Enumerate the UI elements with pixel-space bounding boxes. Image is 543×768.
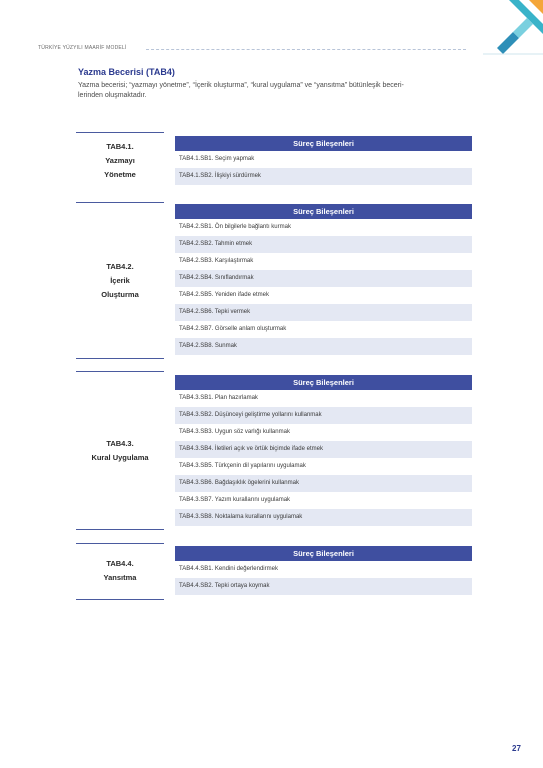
table-row: TAB4.2.SB7. Görselle anlam oluşturmak [175, 321, 472, 338]
table-row: TAB4.4.SB2. Tepki ortaya koymak [175, 578, 472, 595]
skill-label-box [76, 543, 164, 601]
skill-label-top-rule [76, 371, 164, 372]
table-row: TAB4.2.SB5. Yeniden ifade etmek [175, 287, 472, 304]
skill-block [76, 202, 476, 359]
skill-block [76, 371, 476, 531]
skill-label-bottom-rule [76, 529, 164, 530]
skill-label-box [76, 371, 164, 531]
skill-label-bottom-rule [76, 358, 164, 359]
table-row: TAB4.3.SB8. Noktalama kurallarını uygulamak [175, 509, 472, 526]
table-row: TAB4.2.SB1. Ön bilgilerle bağlantı kurmak [175, 219, 472, 236]
table-row: TAB4.2.SB2. Tahmin etmek [175, 236, 472, 253]
table-row: TAB4.3.SB2. Düşünceyi geliştirme yollarını kullanmak [175, 407, 472, 424]
skill-name: Yansıtma [103, 573, 137, 582]
table-header: Süreç Bileşenleri [175, 546, 472, 561]
skill-code: TAB4.1. [106, 142, 134, 151]
intro-line: Yazma becerisi; “yazmayı yönetme”, “İçerik oluşturma”, “kural uygulama” ve “yansıtma” bütünleşik beceri- [78, 82, 404, 89]
skill-name: İçerik [110, 276, 130, 285]
section-title: Yazma Becerisi (TAB4) [78, 67, 175, 77]
process-components-table [175, 375, 472, 526]
table-row: TAB4.3.SB4. İletileri açık ve örtük biçimde ifade etmek [175, 441, 472, 458]
section-intro [78, 81, 488, 101]
intro-line: lerinden oluşmaktadır. [78, 92, 147, 99]
table-row: TAB4.4.SB1. Kendini değerlendirmek [175, 561, 472, 578]
header-text: TÜRKİYE YÜZYILI MAARİF MODELİ [38, 45, 127, 51]
skill-name: Yönetme [104, 170, 136, 179]
skill-code: TAB4.3. [106, 439, 134, 448]
skill-label-top-rule [76, 543, 164, 544]
process-components-table [175, 204, 472, 355]
skill-name: Oluşturma [101, 290, 139, 299]
table-row: TAB4.2.SB6. Tepki vermek [175, 304, 472, 321]
table-header: Süreç Bileşenleri [175, 136, 472, 151]
skill-code: TAB4.2. [106, 262, 134, 271]
table-row: TAB4.3.SB5. Türkçenin dil yapılarını uygulamak [175, 458, 472, 475]
page-number: 27 [512, 744, 521, 753]
table-row: TAB4.1.SB2. İlişkiyi sürdürmek [175, 168, 472, 185]
skill-label-box [76, 202, 164, 359]
process-components-table [175, 136, 472, 185]
skill-code: TAB4.4. [106, 559, 134, 568]
header-divider [146, 49, 466, 50]
skill-name: Yazmayı [105, 156, 135, 165]
skill-block [76, 543, 476, 601]
skill-label-box [76, 132, 164, 202]
table-row: TAB4.3.SB7. Yazım kurallarını uygulamak [175, 492, 472, 509]
table-row: TAB4.3.SB1. Plan hazırlamak [175, 390, 472, 407]
table-row: TAB4.3.SB3. Uygun söz varlığı kullanmak [175, 424, 472, 441]
table-row: TAB4.3.SB6. Bağdaşıklık ögelerini kullanmak [175, 475, 472, 492]
table-row: TAB4.2.SB8. Sunmak [175, 338, 472, 355]
table-row: TAB4.2.SB3. Karşılaştırmak [175, 253, 472, 270]
table-row: TAB4.1.SB1. Seçim yapmak [175, 151, 472, 168]
skill-name: Kural Uygulama [91, 453, 149, 462]
skill-block [76, 132, 476, 202]
skill-label-top-rule [76, 132, 164, 133]
table-header: Süreç Bileşenleri [175, 204, 472, 219]
skill-label-bottom-rule [76, 599, 164, 600]
running-header [38, 45, 518, 55]
table-row: TAB4.2.SB4. Sınıflandırmak [175, 270, 472, 287]
table-header: Süreç Bileşenleri [175, 375, 472, 390]
process-components-table [175, 546, 472, 595]
